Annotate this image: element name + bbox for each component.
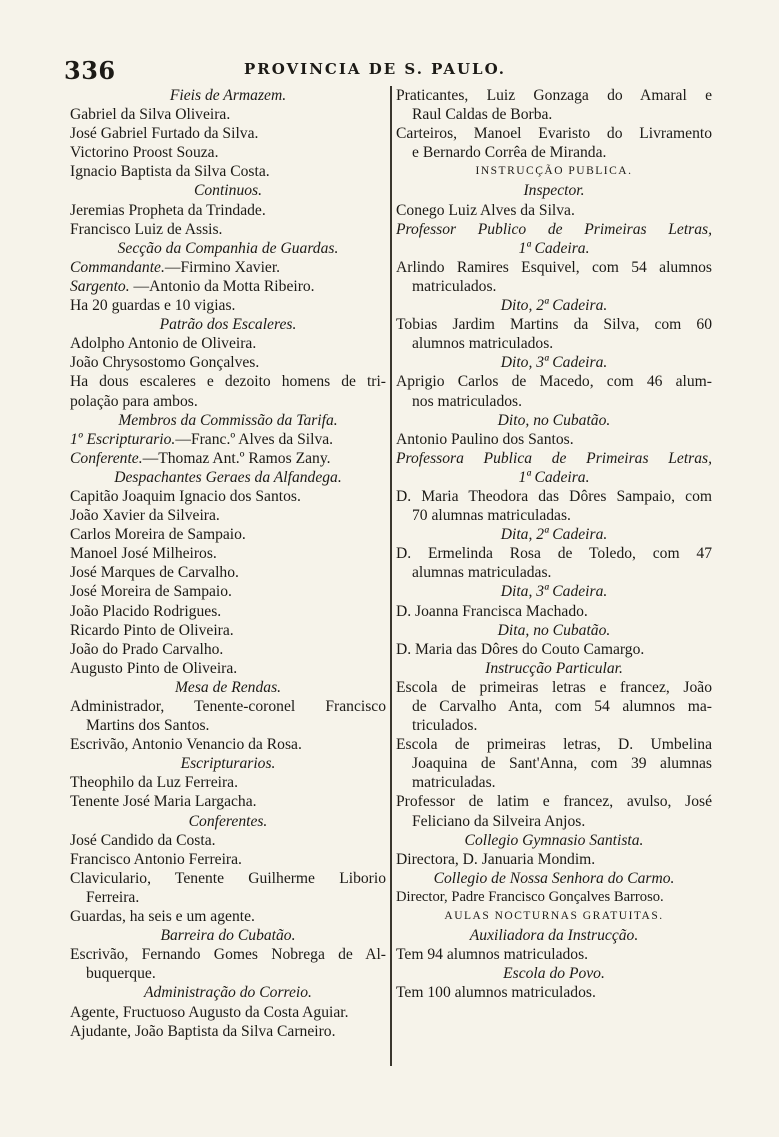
text-line: Francisco Antonio Ferreira.: [70, 850, 242, 868]
section-heading: Secção da Companhia de Guardas.: [117, 239, 339, 257]
text-line: Theophilo da Luz Ferreira.: [70, 774, 238, 792]
text-line: alumnas matriculadas.: [412, 564, 552, 582]
text-line: Capitão Joaquim Ignacio dos Santos.: [70, 487, 301, 505]
running-title: PROVINCIA DE S. PAULO.: [244, 60, 506, 78]
text-line: D. Joanna Francisca Machado.: [396, 602, 588, 620]
text-line: Professor de latim e francez, avulso, José: [396, 793, 712, 811]
text-line: polação para ambos.: [70, 392, 198, 410]
text-line: João Placido Rodrigues.: [70, 602, 222, 620]
text-line: José Candido da Costa.: [70, 831, 216, 849]
text-line: [70, 430, 386, 449]
text-line: João do Prado Carvalho.: [70, 640, 224, 658]
section-heading: Dita, 2ª Cadeira.: [500, 526, 608, 544]
text-line: Carlos Moreira de Sampaio.: [70, 526, 246, 544]
text-line: Conego Luiz Alves da Silva.: [396, 201, 575, 219]
text-line: Tem 100 alumnos matriculados.: [396, 984, 596, 1002]
text-line: matriculadas.: [412, 774, 496, 792]
role-label: Commandante.: [70, 258, 165, 276]
section-heading: Membros da Commissão da Tarifa.: [118, 411, 338, 429]
text-line: Martins dos Santos.: [86, 717, 210, 735]
section-heading: 1ª Cadeira.: [518, 239, 590, 257]
section-heading: Professora Publica de Primeiras Letras,: [396, 449, 712, 467]
role-label: 1º Escripturario.: [70, 430, 176, 448]
section-heading: Dito, 3ª Cadeira.: [500, 354, 608, 372]
section-heading: Patrão dos Escaleres.: [159, 316, 297, 334]
left-column: [70, 86, 386, 1041]
text-line: alumnos matriculados.: [412, 335, 554, 353]
text-line: Joaquina de Sant'Anna, com 39 alumnas: [412, 755, 712, 773]
text-line: Antonio Paulino dos Santos.: [396, 430, 574, 448]
text-line: Tenente José Maria Largacha.: [70, 793, 257, 811]
text-line: matriculados.: [412, 277, 497, 295]
role-label: Conferente.: [70, 449, 143, 467]
page-number: 336: [64, 56, 116, 85]
text-line: Director, Padre Francisco Gonçalves Barroso.: [396, 888, 664, 905]
section-heading: Conferentes.: [188, 812, 268, 830]
text-line: José Marques de Carvalho.: [70, 564, 239, 582]
text-line: 70 alumnas matriculadas.: [412, 507, 571, 525]
text-line: José Moreira de Sampaio.: [70, 583, 232, 601]
text-line: Escrivão, Fernando Gomes Nobrega de Al-: [70, 946, 386, 964]
section-heading: Auxiliadora da Instrucção.: [469, 927, 639, 945]
text-line: buquerque.: [86, 965, 156, 983]
text-line: Manoel José Milheiros.: [70, 545, 217, 563]
text-line: de Carvalho Anta, com 54 alumnos ma-: [412, 698, 712, 715]
text-line: Administrador, Tenente-coronel Francisco: [70, 698, 386, 715]
text-line: D. Ermelinda Rosa de Toledo, com 47: [396, 545, 712, 563]
text-line: Ferreira.: [86, 888, 140, 906]
text-line: Gabriel da Silva Oliveira.: [70, 106, 231, 124]
section-heading: Inspector.: [523, 182, 585, 200]
section-heading: Administração do Correio.: [144, 984, 312, 1002]
text-line: [70, 258, 386, 277]
text-line: Ha dous escaleres e dezoito homens de tri-: [70, 373, 386, 391]
section-heading: Instrucção Particular.: [485, 659, 623, 677]
text-line: Agente, Fructuoso Augusto da Costa Aguiar.: [70, 1003, 349, 1021]
section-heading: Dito, no Cubatão.: [497, 411, 611, 429]
text-line: Praticantes, Luiz Gonzaga do Amaral e: [396, 87, 712, 104]
text-line: nos matriculados.: [412, 392, 523, 410]
text-line: João Xavier da Silveira.: [70, 507, 220, 525]
text-line: Tem 94 alumnos matriculados.: [396, 946, 589, 964]
section-heading: Professor Publico de Primeiras Letras,: [396, 220, 712, 238]
text-line: Francisco Luiz de Assis.: [70, 220, 223, 238]
text-line: Aprigio Carlos de Macedo, com 46 alum-: [396, 373, 712, 391]
section-heading: Despachantes Geraes da Alfandega.: [114, 468, 342, 486]
section-heading: 1ª Cadeira.: [518, 468, 590, 486]
text-line: Claviculario, Tenente Guilherme Liborio: [70, 869, 386, 887]
text-line: Arlindo Ramires Esquivel, com 54 alumnos: [396, 258, 712, 276]
text-line: Ha 20 guardas e 10 vigias.: [70, 297, 236, 315]
role-label: Sargento.: [70, 277, 130, 295]
text-line: Directora, D. Januaria Mondim.: [396, 850, 596, 868]
text-line: Feliciano da Silveira Anjos.: [412, 812, 586, 830]
text-line: Escola de primeiras letras, D. Umbelina: [396, 736, 712, 754]
section-heading: Fieis de Armazem.: [169, 87, 287, 104]
section-heading: Escola do Povo.: [503, 965, 605, 983]
text-line: João Chrysostomo Gonçalves.: [70, 354, 260, 372]
text-line: José Gabriel Furtado da Silva.: [70, 125, 259, 143]
column-divider: [390, 86, 392, 1066]
role-name: —Firmino Xavier.: [164, 258, 281, 276]
text-line: Augusto Pinto de Oliveira.: [70, 659, 238, 677]
section-heading: Mesa de Rendas.: [174, 678, 282, 696]
text-line: Victorino Proost Souza.: [70, 144, 219, 162]
right-column: [396, 86, 712, 1003]
section-heading: Dito, 2ª Cadeira.: [500, 297, 608, 315]
text-line: D. Maria Theodora das Dôres Sampaio, com: [396, 487, 712, 505]
section-heading: Collegio de Nossa Senhora do Carmo.: [433, 869, 675, 887]
section-heading: Collegio Gymnasio Santista.: [464, 831, 644, 849]
role-name: —Franc.º Alves da Silva.: [175, 430, 334, 448]
section-heading: Escripturarios.: [180, 755, 276, 773]
text-line: Ricardo Pinto de Oliveira.: [70, 621, 234, 639]
text-line: Jeremias Propheta da Trindade.: [70, 201, 266, 219]
text-line: Guardas, ha seis e um agente.: [70, 908, 255, 926]
section-heading: INSTRUCÇÃO PUBLICA.: [475, 165, 633, 178]
section-heading: AULAS NOCTURNAS GRATUITAS.: [444, 910, 664, 923]
text-line: [70, 277, 386, 296]
section-heading: Continuos.: [193, 182, 263, 200]
section-heading: Dita, no Cubatão.: [497, 621, 611, 639]
role-name: —Antonio da Motta Ribeiro.: [129, 277, 315, 295]
text-line: Adolpho Antonio de Oliveira.: [70, 335, 257, 353]
text-line: Escrivão, Antonio Venancio da Rosa.: [70, 736, 302, 754]
text-line: Carteiros, Manoel Evaristo do Livramento: [396, 125, 712, 143]
text-line: Tobias Jardim Martins da Silva, com 60: [396, 316, 712, 334]
text-line: [70, 449, 386, 468]
text-line: Raul Caldas de Borba.: [412, 106, 553, 124]
text-line: e Bernardo Corrêa de Miranda.: [412, 144, 607, 162]
text-line: Ignacio Baptista da Silva Costa.: [70, 163, 270, 181]
text-line: Escola de primeiras letras e francez, João: [396, 678, 712, 696]
text-line: triculados.: [412, 717, 478, 735]
text-line: D. Maria das Dôres do Couto Camargo.: [396, 640, 645, 658]
role-name: —Thomaz Ant.º Ramos Zany.: [142, 449, 331, 467]
section-heading: Barreira do Cubatão.: [160, 927, 296, 945]
section-heading: Dita, 3ª Cadeira.: [500, 583, 608, 601]
text-line: Ajudante, João Baptista da Silva Carneiro.: [70, 1022, 336, 1040]
